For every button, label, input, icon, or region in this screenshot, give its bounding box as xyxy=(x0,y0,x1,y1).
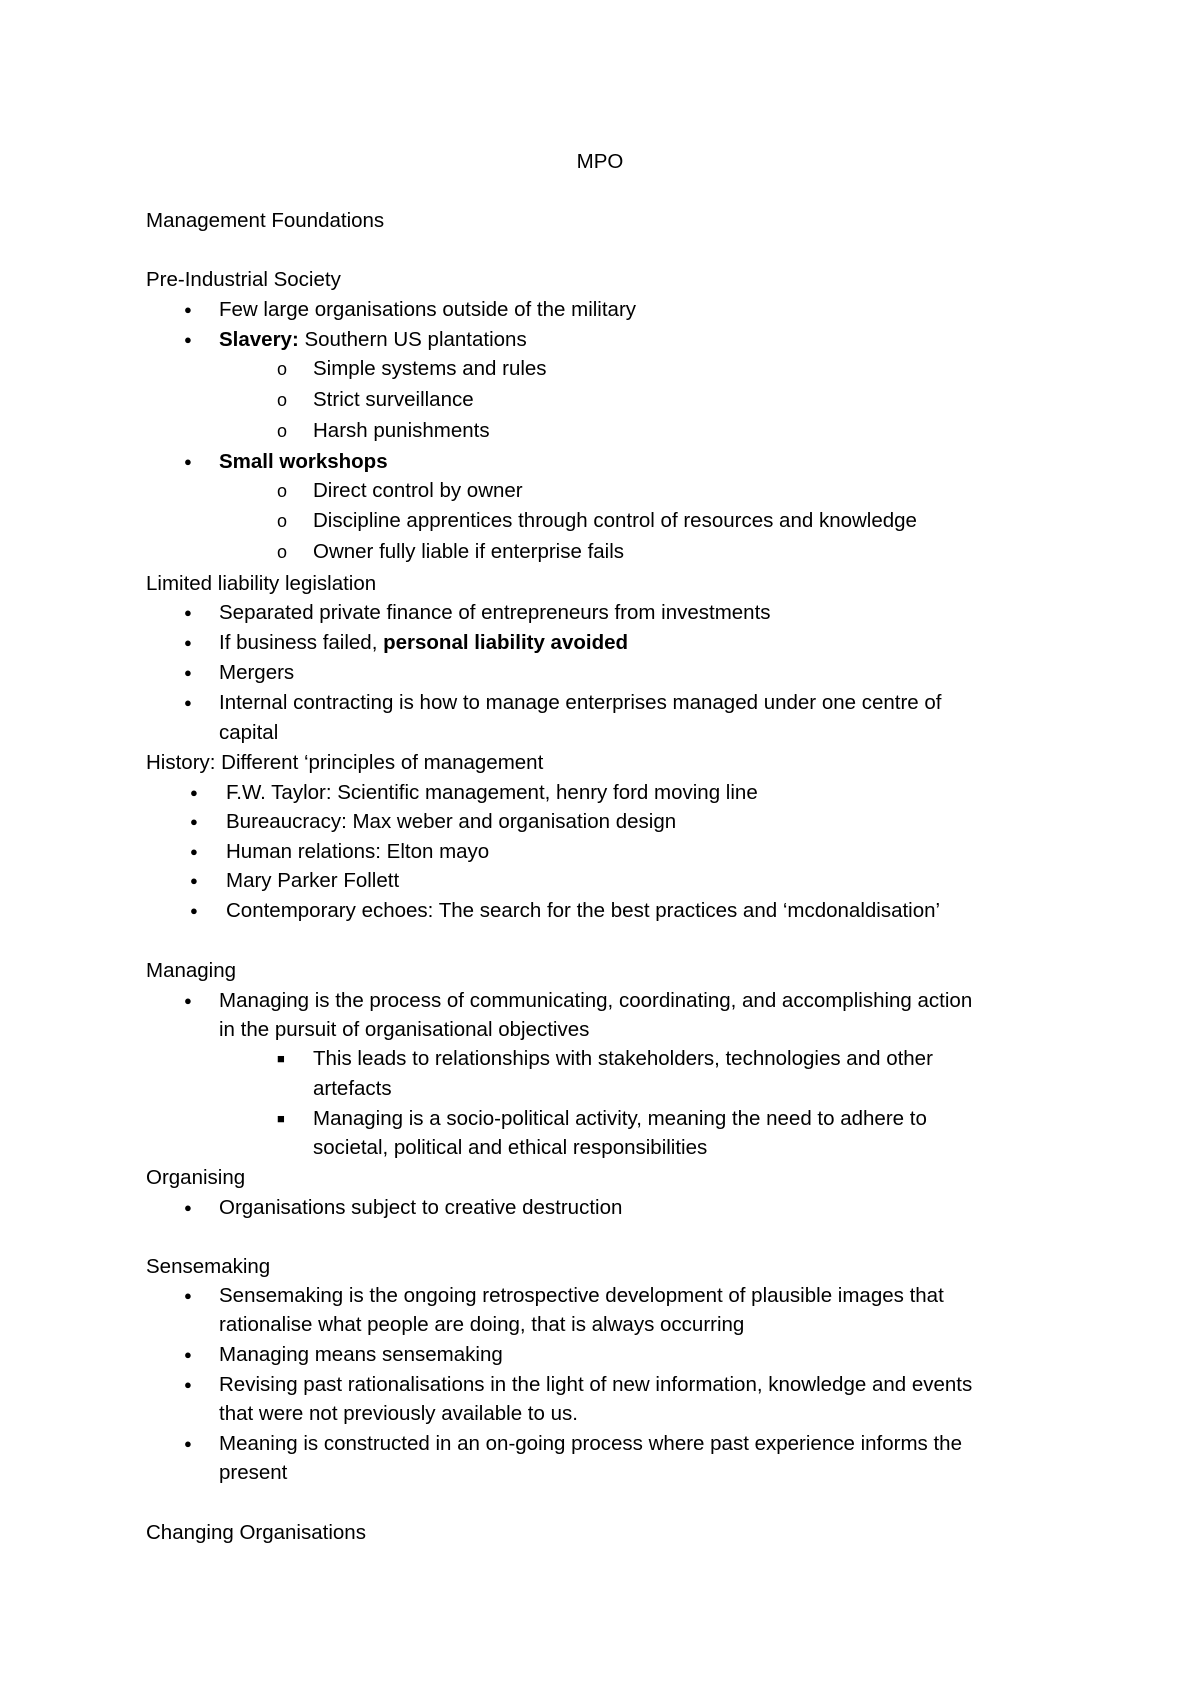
list-item: Organisations subject to creative destruction xyxy=(219,1196,623,1219)
sub-list-item: Managing is a socio-political activity, meaning the need to adhere to xyxy=(313,1107,927,1130)
bullet-icon: ● xyxy=(184,635,192,650)
circle-bullet-icon: o xyxy=(277,511,288,531)
list-item: Mary Parker Follett xyxy=(226,869,400,892)
list-item: Few large organisations outside of the military xyxy=(219,298,637,321)
list-item-continuation: rationalise what people are doing, that is always occurring xyxy=(219,1313,745,1336)
bullet-icon: ● xyxy=(184,993,192,1008)
bold-term: Slavery: xyxy=(219,328,299,351)
list-item: Revising past rationalisations in the light of new information, knowledge and events xyxy=(219,1373,973,1396)
section-heading-management-foundations: Management Foundations xyxy=(146,209,385,232)
list-item-text: Southern US plantations xyxy=(298,328,527,351)
list-item-continuation: in the pursuit of organisational objectives xyxy=(219,1018,590,1041)
list-item-continuation: present xyxy=(219,1461,288,1484)
sub-list-item: Harsh punishments xyxy=(313,419,490,442)
heading-changing-organisations: Changing Organisations xyxy=(146,1521,366,1544)
sub-list-item-continuation: societal, political and ethical responsibilities xyxy=(313,1136,708,1159)
list-item: Sensemaking is the ongoing retrospective development of plausible images that xyxy=(219,1284,944,1307)
bullet-icon: ● xyxy=(184,1347,192,1362)
list-item xyxy=(219,630,628,656)
bullet-icon: ● xyxy=(184,695,192,710)
bullet-icon: ● xyxy=(184,332,192,347)
sub-list-item: Direct control by owner xyxy=(313,479,523,502)
sub-list-item: Simple systems and rules xyxy=(313,357,547,380)
heading-sensemaking: Sensemaking xyxy=(146,1255,271,1278)
sub-list-item: Strict surveillance xyxy=(313,388,474,411)
list-item-continuation: that were not previously available to us. xyxy=(219,1402,578,1425)
heading-pre-industrial-society: Pre-Industrial Society xyxy=(146,268,341,291)
circle-bullet-icon: o xyxy=(277,390,288,410)
circle-bullet-icon: o xyxy=(277,421,288,441)
circle-bullet-icon: o xyxy=(277,481,288,501)
sub-list-item: Discipline apprentices through control of resources and knowledge xyxy=(313,509,917,532)
list-item: Human relations: Elton mayo xyxy=(226,840,490,863)
list-item: F.W. Taylor: Scientific management, henry ford moving line xyxy=(226,781,758,804)
sub-list-item: Owner fully liable if enterprise fails xyxy=(313,540,625,563)
bullet-icon: ● xyxy=(190,785,198,800)
bold-term: personal liability avoided xyxy=(383,631,629,654)
list-item: Managing means sensemaking xyxy=(219,1343,503,1366)
heading-limited-liability: Limited liability legislation xyxy=(146,572,377,595)
list-item: Contemporary echoes: The search for the best practices and ‘mcdonaldisation’ xyxy=(226,899,941,922)
heading-managing: Managing xyxy=(146,959,237,982)
bullet-icon: ● xyxy=(184,302,192,317)
bullet-icon: ● xyxy=(184,605,192,620)
heading-history: History: Different ‘principles of management xyxy=(146,751,544,774)
square-bullet-icon: ■ xyxy=(277,1051,285,1066)
bullet-icon: ● xyxy=(190,814,198,829)
list-item: Small workshops xyxy=(219,450,388,473)
list-item: Mergers xyxy=(219,661,295,684)
list-item: Managing is the process of communicating, coordinating, and accomplishing action xyxy=(219,989,973,1012)
list-item: Separated private finance of entrepreneurs from investments xyxy=(219,601,771,624)
square-bullet-icon: ■ xyxy=(277,1111,285,1126)
bullet-icon: ● xyxy=(184,1200,192,1215)
bullet-icon: ● xyxy=(190,903,198,918)
bullet-icon: ● xyxy=(184,1377,192,1392)
list-item-text: If business failed, xyxy=(219,631,384,654)
circle-bullet-icon: o xyxy=(277,359,288,379)
bullet-icon: ● xyxy=(190,844,198,859)
bullet-icon: ● xyxy=(190,873,198,888)
heading-organising: Organising xyxy=(146,1166,246,1189)
bullet-icon: ● xyxy=(184,665,192,680)
page-title: MPO xyxy=(576,150,624,173)
bullet-icon: ● xyxy=(184,454,192,469)
list-item: Internal contracting is how to manage enterprises managed under one centre of xyxy=(219,691,942,714)
sub-list-item: This leads to relationships with stakeholders, technologies and other xyxy=(313,1047,933,1070)
list-item: Meaning is constructed in an on-going process where past experience informs the xyxy=(219,1432,962,1455)
list-item xyxy=(219,327,527,353)
list-item: Bureaucracy: Max weber and organisation design xyxy=(226,810,677,833)
bullet-icon: ● xyxy=(184,1436,192,1451)
bullet-icon: ● xyxy=(184,1288,192,1303)
list-item-continuation: capital xyxy=(219,721,279,744)
circle-bullet-icon: o xyxy=(277,542,288,562)
sub-list-item-continuation: artefacts xyxy=(313,1077,392,1100)
